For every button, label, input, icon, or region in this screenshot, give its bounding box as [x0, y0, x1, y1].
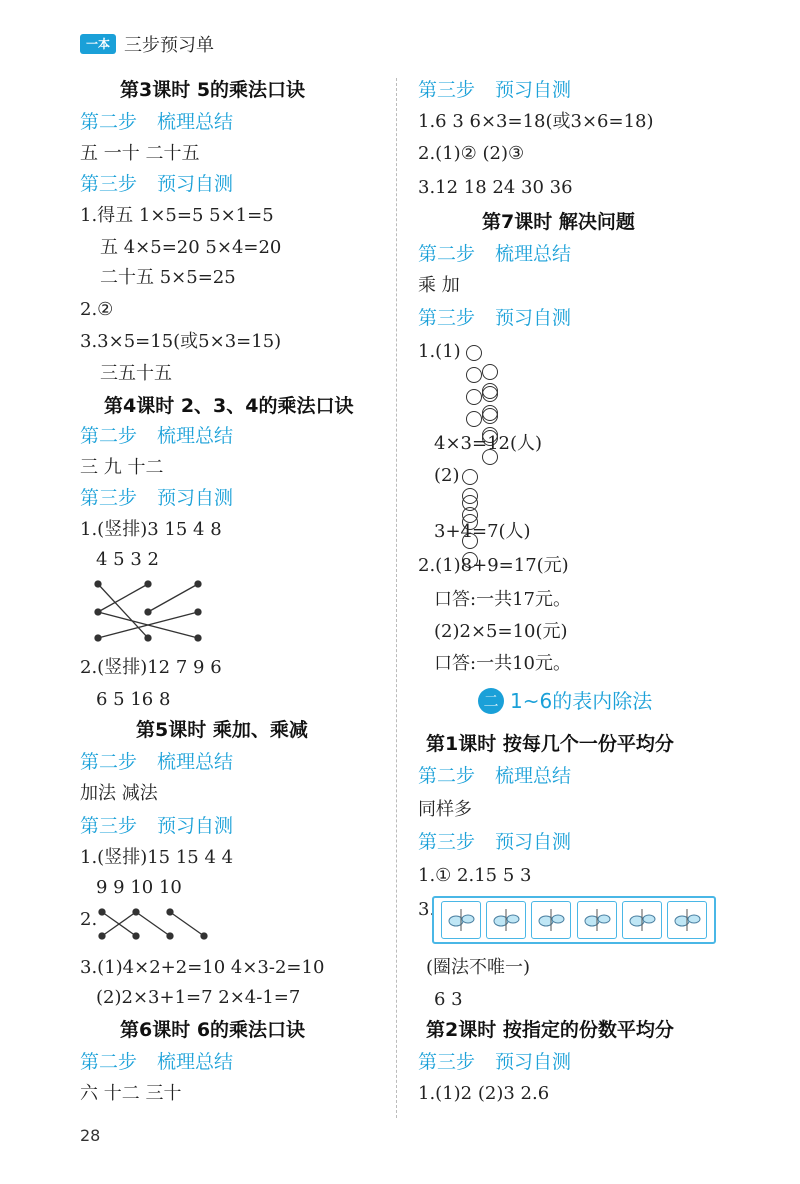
answer-line: 1.(1): [418, 341, 461, 362]
step2-heading: 第二步 梳理总结: [80, 111, 234, 133]
step2-heading: 第二步 梳理总结: [80, 425, 234, 447]
answer-line: 6 3: [434, 989, 463, 1010]
answer-line: 2.: [80, 909, 98, 930]
answer-line: 乘 加: [418, 275, 460, 296]
answer-line: 1.(竖排)15 15 4 4: [80, 847, 234, 868]
answer-line: 3+4=7(人): [434, 521, 531, 542]
answer-line: 五 一十 二十五: [80, 143, 200, 164]
answer-line: (2)2×5=10(元): [434, 621, 568, 642]
step2-heading: 第二步 梳理总结: [418, 243, 572, 265]
step3-heading: 第三步 预习自测: [418, 1051, 572, 1073]
answer-line: 1.① 2.15 5 3: [418, 865, 532, 886]
header-title: 三步预习单: [124, 35, 214, 56]
brand-logo: 一本: [80, 34, 116, 54]
unit-heading: 二 1~6的表内除法: [478, 688, 652, 714]
lesson-7-title: 第7课时 解决问题: [482, 211, 635, 233]
answer-line: (2): [434, 465, 460, 486]
answer-line: 3.12 18 24 30 36: [418, 177, 573, 198]
step3-heading: 第三步 预习自测: [80, 815, 234, 837]
matching-lines-diagram-2: [96, 906, 216, 942]
column-divider: [396, 78, 397, 1118]
answer-line: (2)2×3+1=7 2×4-1=7: [96, 987, 301, 1008]
answer-line: 3.: [418, 899, 436, 920]
answer-line: 3.(1)4×2+2=10 4×3-2=10: [80, 957, 325, 978]
fish-group-icon: [577, 901, 617, 939]
answer-line: 4×3=12(人): [434, 433, 543, 454]
step3-heading: 第三步 预习自测: [418, 79, 572, 101]
answer-line: 二十五 5×5=25: [100, 267, 236, 288]
answer-line: 三 九 十二: [80, 457, 164, 478]
answer-line: 加法 减法: [80, 783, 158, 804]
answer-line: 1.得五 1×5=5 5×1=5: [80, 205, 274, 226]
unit-badge: 二: [478, 688, 504, 714]
answer-line: 三五十五: [100, 363, 172, 384]
grouping-picture: [432, 896, 716, 944]
step2-heading: 第二步 梳理总结: [80, 1051, 234, 1073]
fish-group-icon: [667, 901, 707, 939]
answer-note: (圈法不唯一): [426, 957, 531, 978]
step3-heading: 第三步 预习自测: [418, 307, 572, 329]
answer-line: 口答:一共10元。: [434, 653, 571, 674]
lesson-4-title: 第4课时 2、3、4的乘法口诀: [104, 395, 354, 417]
fish-group-icon: [531, 901, 571, 939]
answer-line: 9 9 10 10: [96, 877, 182, 898]
matching-lines-diagram: [90, 578, 220, 648]
division-lesson-1-title: 第1课时 按每几个一份平均分: [426, 733, 674, 755]
page-number: 28: [80, 1126, 101, 1145]
step2-heading: 第二步 梳理总结: [80, 751, 234, 773]
circle-rows-3-4: [462, 466, 486, 492]
step3-heading: 第三步 预习自测: [80, 173, 234, 195]
circle-row-4: [462, 492, 486, 518]
answer-line: 1.(1)2 (2)3 2.6: [418, 1083, 550, 1104]
answer-line: 2.(竖排)12 7 9 6: [80, 657, 222, 678]
lesson-6-title: 第6课时 6的乘法口诀: [120, 1019, 306, 1041]
answer-line: 口答:一共17元。: [434, 589, 571, 610]
circle-grid-4x3: [466, 342, 506, 430]
step3-heading: 第三步 预习自测: [80, 487, 234, 509]
answer-line: 1.(竖排)3 15 4 8: [80, 519, 222, 540]
division-lesson-2-title: 第2课时 按指定的份数平均分: [426, 1019, 674, 1041]
fish-group-icon: [441, 901, 481, 939]
step2-heading: 第二步 梳理总结: [418, 765, 572, 787]
answer-line: 同样多: [418, 799, 472, 820]
answer-line: 五 4×5=20 5×4=20: [100, 237, 282, 258]
page-header: [80, 32, 214, 56]
answer-line: 2.(1)② (2)③: [418, 143, 525, 164]
fish-group-icon: [486, 901, 526, 939]
answer-line: 六 十二 三十: [80, 1083, 182, 1104]
answer-line: 6 5 16 8: [96, 689, 171, 710]
fish-group-icon: [622, 901, 662, 939]
lesson-5-title: 第5课时 乘加、乘减: [136, 719, 308, 741]
answer-line: 4 5 3 2: [96, 549, 159, 570]
answer-line: 2.(1)8+9=17(元): [418, 555, 569, 576]
answer-line: 1.6 3 6×3=18(或3×6=18): [418, 111, 654, 132]
lesson-3-title: 第3课时 5的乘法口诀: [120, 79, 306, 101]
answer-line: 3.3×5=15(或5×3=15): [80, 331, 282, 352]
answer-line: 2.②: [80, 299, 114, 320]
step3-heading: 第三步 预习自测: [418, 831, 572, 853]
